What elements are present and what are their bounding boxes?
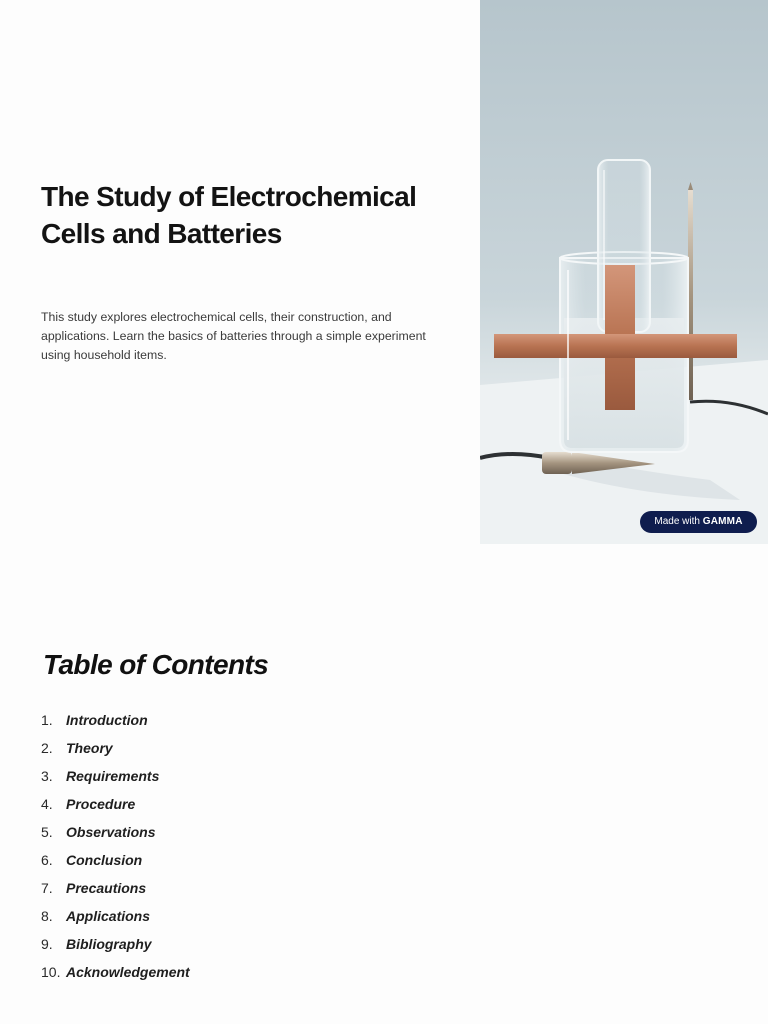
toc-item-label: Acknowledgement — [66, 964, 190, 980]
badge-prefix: Made with — [654, 516, 700, 527]
toc-item-label: Bibliography — [66, 936, 152, 952]
toc-item-label: Observations — [66, 824, 156, 840]
toc-item-label: Theory — [66, 740, 113, 756]
toc-item-label: Precautions — [66, 880, 147, 896]
toc-item[interactable] — [41, 961, 190, 989]
toc-item-number: 9. — [41, 936, 53, 952]
toc-item-label: Introduction — [66, 712, 148, 728]
toc-item-number: 1. — [41, 712, 53, 728]
toc-item[interactable] — [41, 709, 190, 737]
toc-item-label: Conclusion — [66, 852, 143, 868]
toc-item-number: 7. — [41, 880, 53, 896]
gamma-logo: GAMMA — [702, 516, 743, 527]
toc-item-number: 3. — [41, 768, 53, 784]
toc-item-number: 4. — [41, 796, 53, 812]
toc-item[interactable] — [41, 765, 190, 793]
toc-item[interactable] — [41, 737, 190, 765]
experiment-photo — [480, 0, 768, 544]
toc-title: Table of Contents — [43, 649, 269, 680]
toc-item-label: Procedure — [66, 796, 136, 812]
toc-item[interactable] — [41, 793, 190, 821]
toc-item-number: 5. — [41, 824, 53, 840]
page-description: This study explores electrochemical cells, their construction, and applications. Learn the basics of batteries through a simple experiment using household items. — [41, 310, 426, 362]
toc-item[interactable] — [41, 877, 190, 905]
toc-item-label: Applications — [66, 908, 151, 924]
toc-item[interactable] — [41, 849, 190, 877]
toc-item[interactable] — [41, 821, 190, 849]
toc-item-label: Requirements — [66, 768, 160, 784]
toc-item-number: 2. — [41, 740, 53, 756]
page-title: The Study of Electrochemical Cells and Batteries — [41, 181, 417, 249]
toc-item-number: 10. — [41, 964, 61, 980]
toc-item-number: 6. — [41, 852, 53, 868]
toc-item-number: 8. — [41, 908, 53, 924]
toc-item[interactable] — [41, 905, 190, 933]
toc-list — [41, 709, 190, 989]
toc-item[interactable] — [41, 933, 190, 961]
made-with-gamma-badge[interactable] — [640, 511, 757, 533]
